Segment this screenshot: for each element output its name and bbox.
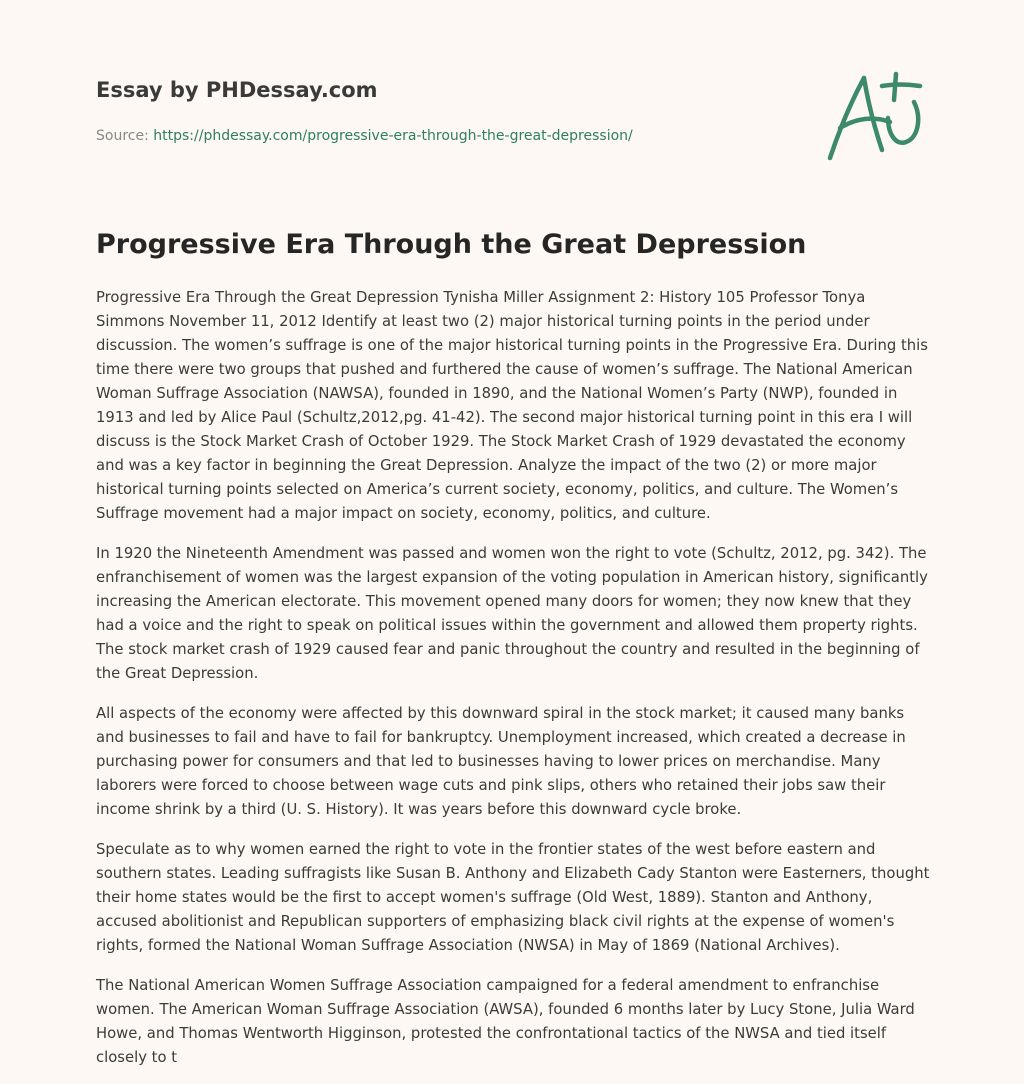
essay-title: Progressive Era Through the Great Depression [96,229,807,260]
site-brand: Essay by PHDessay.com [96,78,378,102]
source-link[interactable]: https://phdessay.com/progressive-era-through-the-great-depression/ [153,128,633,144]
paragraph-5: The National American Women Suffrage Association campaigned for a federal amendment to enfranchise women. The American Woman Suffrage Association (AWSA), founded 6 months later by Lucy Stone, Julia Ward Howe, and Thomas Wentworth Higginson, protested the confrontational tactics of the NWSA and tied itself closely to t [96,977,915,1066]
source-line [96,126,796,146]
paragraph-3: All aspects of the economy were affected by this downward spiral in the stock market; it caused many banks and businesses to fail and have to fail for bankruptcy. Unemployment increased, which created a decrease in purchasing power for consumers and that led to businesses having to lower prices on merchandise. Many laborers were forced to choose between wage cuts and pink slips, others who retained their jobs saw their income shrink by a third (U. S. History). It was years before this downward cycle broke. [96,705,906,818]
a-plus-grade-icon [822,66,928,166]
paragraph-4: Speculate as to why women earned the right to vote in the frontier states of the west before eastern and southern states. Leading suffragists like Susan B. Anthony and Elizabeth Cady Stanton were Easterners, thought their home states would be the first to accept women's suffrage (Old West, 1889). Stanton and Anthony, accused abolitionist and Republican supporters of emphasizing black civil rights at the expense of women's rights, formed the National Woman Suffrage Association (NWSA) in May of 1869 (National Archives). [96,841,930,954]
essay-body [96,286,932,1084]
source-label: Source: [96,128,154,144]
paragraph-1: Progressive Era Through the Great Depression Tynisha Miller Assignment 2: History 105 Professor Tonya Simmons November 11, 2012 Identify at least two (2) major historical turning points in the period under discussion. The women’s suffrage is one of the major historical turning points in the Progressive Era. During this time there were two groups that pushed and furthered the cause of women’s suffrage. The National American Woman Suffrage Association (NAWSA), founded in 1890, and the National Women’s Party (NWP), founded in 1913 and led by Alice Paul (Schultz,2012,pg. 41-42). The second major historical turning point in this era I will discuss is the Stock Market Crash of October 1929. The Stock Market Crash of 1929 devastated the economy and was a key factor in beginning the Great Depression. Analyze the impact of the two (2) or more major historical turning points selected on America’s current society, economy, politics, and culture. The Women’s Suffrage movement had a major impact on society, economy, politics, and culture. [96,289,928,522]
paragraph-2: In 1920 the Nineteenth Amendment was passed and women won the right to vote (Schultz, 2012, pg. 342). The enfranchisement of women was the largest expansion of the voting population in American history, significantly increasing the American electorate. This movement opened many doors for women; they now knew that they had a voice and the right to speak on political issues within the government and allowed them property rights. The stock market crash of 1929 caused fear and panic throughout the country and resulted in the beginning of the Great Depression. [96,545,928,682]
essay-header [96,76,796,146]
